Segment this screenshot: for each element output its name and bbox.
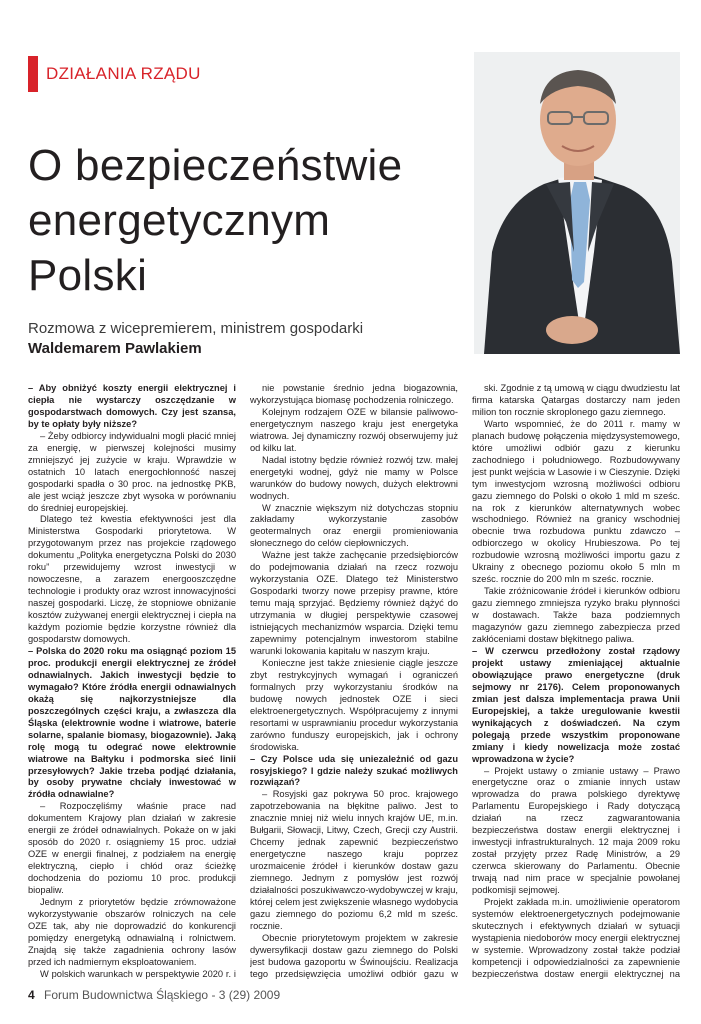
portrait-photo — [474, 52, 680, 354]
portrait-illustration — [474, 52, 680, 354]
title-line: energetycznym — [28, 196, 331, 245]
question-paragraph: – Czy Polsce uda się uniezależnić od gazu rosyjskiego? I gdzie należy szukać możliwych rozwiązań? — [250, 753, 458, 788]
text-column-1 — [28, 383, 236, 979]
text-column-2 — [250, 383, 458, 979]
question-paragraph: – Polska do 2020 roku ma osiągnąć poziom 15 proc. produkcji energii elektrycznej ze źródeł odnawialnych. Jakich inwestycji będzie to wymagało? Które źródła energii odnawialnych okażą się najkorzystniejsze dla poszczególnych części kraju, a zwłaszcza dla Śląska (elektrownie wodne i wiatrowe, baterie solarne, spalanie biomasy, biogazownie). Jaką rolę mogą tu odegrać nowe elektrownie wiatrowe na Bałtyku i podmorska sieć linii przesyłowych? Jakie trzeba podjąć działania, by osoby prywatne chciały inwestować w źródła odnawialne? — [28, 645, 236, 800]
text-column-3 — [472, 383, 680, 979]
answer-paragraph: Warto wspomnieć, że do 2011 r. mamy w planach budowę połączenia międzysystemowego, które umożliwi odbiór gazu z kierunku zachodniego i południowego. Rozbudowywany jest punkt wejścia w Lasowie i w Cieszynie. Dzięki tym inwestycjom wzrosną możliwości odbioru gazu ziemnego do Polski o około 1 mld m sześc. na rok z kierunków alternatywnych wobec wschodniego. Również na granicy wschodniej obecnie trwa rozbudowa punktu zdawczo – odbiorczego w okolicy Hrubieszowa. Po tej rozbudowie wzrosną możliwości importu gazu z Ukrainy z obecnego poziomu około 5 mln m sześc. rocznie do 200 mln m sześc. rocznie. — [472, 418, 680, 585]
answer-paragraph: – Żeby odbiorcy indywidualni mogli płacić mniej za energię, w pierwszej kolejności musimy zmniejszyć jej zużycie w kraju. Wprawdzie w ostatnich 10 latach energochłonność naszej gospodarki spadła o 30 proc. na jednostkę PKB, ale jest wciąż jeszcze zbyt wysoka w porównaniu do średniej europejskiej. — [28, 430, 236, 513]
interviewee-name: Waldemarem Pawlakiem — [28, 340, 202, 357]
answer-paragraph: Projekt zakłada m.in. umożliwienie operatorom systemów elektroenergetycznych podejmowanie skutecznych i efektywnych działań w sytuacji wystąpienia niedoborów mocy energii elektrycznej w systemie. Wprowadzony został także podział kompetencji i odpowiedzialności za zapewnienie bezpieczeństwa dostaw energii elektrycznej na — [472, 896, 680, 979]
answer-paragraph: Konieczne jest także zniesienie ciągle jeszcze zbyt restrykcyjnych wymagań i ograniczeń formalnych przy wykorzystaniu środków na budowę nowych jednostek OZE i sieci elektroenergetycznych. Współpracujemy z innymi resortami w usprawnianiu procedur wykorzystania zarówno funduszy europejskich, jak i ochrony środowiska. — [250, 657, 458, 752]
section-label: DZIAŁANIA RZĄDU — [46, 64, 201, 83]
article-subtitle: Rozmowa z wicepremierem, ministrem gospodarki — [28, 320, 364, 337]
answer-paragraph: – Rosyjski gaz pokrywa 50 proc. krajowego zapotrzebowania na błękitne paliwo. Jest to znacznie mniej niż wielu innych krajów UE, m.in. Bułgarii, Słowacji, Litwy, Czech, Grecji czy Austrii. Chcemy jednak zapewnić bezpieczeństwo energetyczne naszego kraju poprzez urozmaicenie źródeł i kierunków dostaw gazu ziemnego. Jednym z pomysłów jest rozwój działalności poszukiwawczo-wydobywczej w kraju, której celem jest zwiększenie własnego wydobycia gazu ziemnego do poziomu 6,2 mld m sześc. rocznie. — [250, 789, 458, 931]
answer-paragraph: Obecnie priorytetowym projektem w zakresie dywersyfikacji dostaw gazu ziemnego do Polski jest budowa gazoportu w Świnoujściu. Realizacja tego przedsięwzięcia umożliwi odbiór gazu w — [250, 932, 458, 979]
section-tag — [28, 56, 201, 92]
answer-paragraph: – Rozpoczęliśmy właśnie prace nad dokumentem Krajowy plan działań w zakresie energii ze źródeł odnawialnych. Pokaże on w jaki sposób do 2020 r. osiągniemy 15 proc. udział OZE w energii finalnej, z podziałem na energię elektryczną, ciepło i chłód oraz ścieżkę dochodzenia do poziomu 10 proc. produkcji biopaliw. — [28, 801, 236, 896]
article-title — [28, 138, 468, 303]
title-line: O bezpieczeństwie — [28, 141, 403, 190]
answer-paragraph: – Projekt ustawy o zmianie ustawy – Prawo energetyczne oraz o zmianie innych ustaw wprowadza do prawa polskiego dyrektywę Parlamentu Europejskiego i Rady dotyczącą działań na rzecz zagwarantowania bezpieczeństwa dostaw energii elektrycznej i inwestycji infrastrukturalnych. 12 maja 2009 roku został przyjęty przez Radę Ministrów, a 29 czerwca skierowany do Parlamentu. Obecnie trwają nad nim prace w specjalnie powołanej podkomisji sejmowej. — [472, 765, 680, 896]
answer-paragraph: nie powstanie średnio jedna biogazownia, wykorzystująca biomasę pochodzenia rolniczego. — [250, 383, 458, 405]
answer-paragraph: ski. Zgodnie z tą umową w ciągu dwudziestu lat firma katarska Qatargas dostarczy nam jeden milion ton rocznie skroplonego gazu ziemnego. — [472, 383, 680, 417]
answer-paragraph: Ważne jest także zachęcanie przedsiębiorców do podejmowania działań na rzecz rozwoju wykorzystania OZE. Dlatego też Ministerstwo Gospodarki tworzy nowe przepisy prawne, które temu mają sprzyjać. Będziemy również dążyć do utrzymania w długiej perspektywie czasowej istniejących mechanizmów wsparcia. Dzięki temu zapewnimy potencjalnym inwestorom stabilne warunki lokowania kapitału w naszym kraju. — [250, 550, 458, 656]
article-body — [28, 383, 680, 979]
question-paragraph: – W czerwcu przedłożony został rządowy projekt ustawy zmieniającej aktualnie obowiązujące prawo energetyczne (druk sejmowy nr 2176). Celem proponowanych zmian jest dalsza implementacja prawa Unii Europejskiej, a także uregulowanie kwestii wynikających z doświadczeń. Na czym polegają przede wszystkim proponowane zmiany i kiedy nowelizacja może zostać wprowadzona w życie? — [472, 645, 680, 764]
answer-paragraph: Dlatego też kwestia efektywności jest dla Ministerstwa Gospodarki priorytetowa. W przygotowanym przez nas projekcie rządowego dokumentu „Polityka energetyczna Polski do 2030 roku” przewidujemy wzrost inwestycji w nowoczesne, a zarazem energooszczędne technologie i produkty oraz wzrost innowacyjności naszej gospodarki. Liczę, że stopniowe obniżanie kosztów zużywanej energii elektrycznej i ciepła na każdym poziomie będzie korzystne również dla gospodarstw domowych. — [28, 514, 236, 645]
answer-paragraph: Nadal istotny będzie również rozwój tzw. małej energetyki wodnej, gdyż nie mamy w Polsce warunków do budowy nowych, dużych elektrowni wodnych. — [250, 454, 458, 501]
page-number: 4 — [28, 988, 35, 1002]
answer-paragraph: W polskich warunkach w perspektywie 2020 r. i — [40, 968, 236, 979]
page-footer — [28, 988, 280, 1002]
answer-paragraph: Takie zróżnicowanie źródeł i kierunków odbioru gazu ziemnego zmniejsza ryzyko braku płynności w dostawach. Także baza podziemnych magazynów gazu ziemnego zabezpiecza przed zakłóceniami dostaw błękitnego paliwa. — [472, 586, 680, 645]
answer-paragraph: Kolejnym rodzajem OZE w bilansie paliwowo-energetycznym naszego kraju jest energetyka wiatrowa. Jej dynamiczny rozwój obserwujemy już od kilku lat. — [250, 406, 458, 453]
publication-name: Forum Budownictwa Śląskiego - 3 (29) 2009 — [44, 988, 281, 1002]
answer-paragraph: Jednym z priorytetów będzie zrównoważone wykorzystywanie obszarów rolniczych na cele OZE tak, aby nie doprowadzić do konkurencji pomiędzy energetyką odnawialną i rolnictwem. Znajdą się także zagadnienia ochrony lasów przed ich nadmiernym eksploatowaniem. — [28, 896, 236, 967]
title-line: Polski — [28, 251, 148, 300]
answer-paragraph: W znacznie większym niż dotychczas stopniu zakładamy wykorzystanie zasobów geotermalnych oraz energii promieniowania słonecznego do celów ciepłowniczych. — [250, 502, 458, 549]
section-accent-bar — [28, 56, 38, 92]
question-paragraph: – Aby obniżyć koszty energii elektrycznej i ciepła nie wystarczy oszczędzanie w gospodarstwach domowych. Czy jest szansa, by te opłaty były niższe? — [28, 383, 236, 429]
